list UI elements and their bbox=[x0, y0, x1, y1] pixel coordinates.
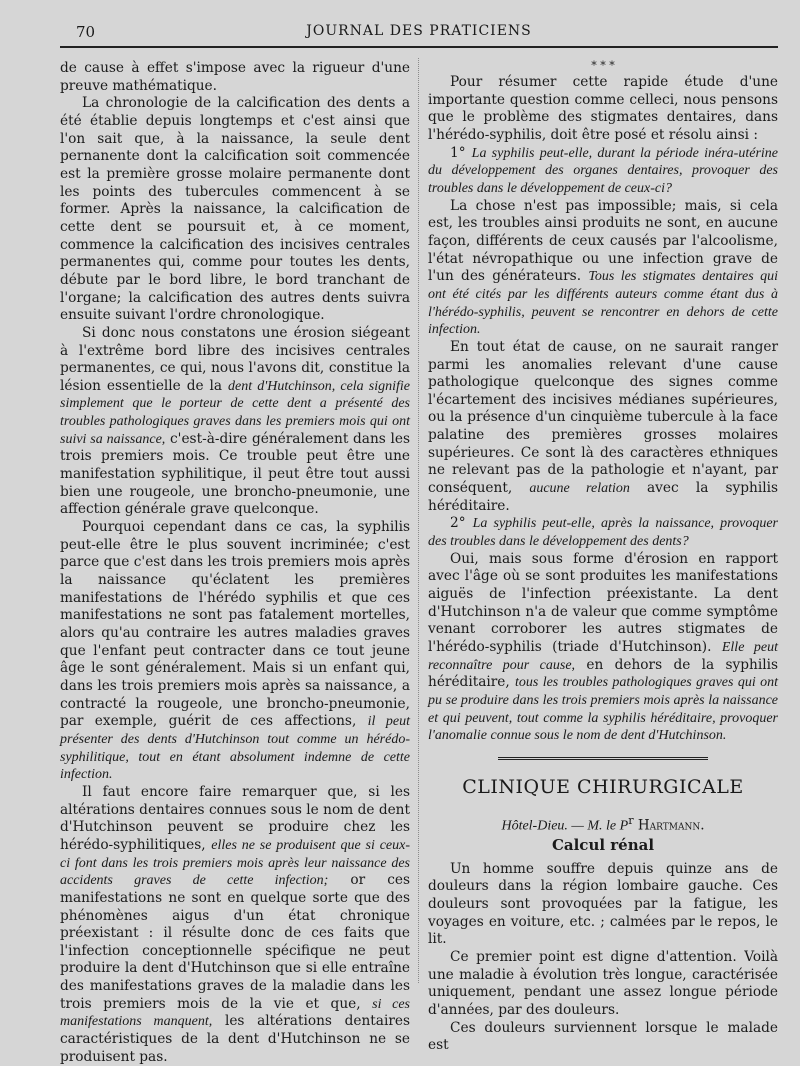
italic-run: La syphilis peut-elle, après la naissance, provoquer des troubles dans le développement des dents? bbox=[428, 516, 778, 550]
italic-run: si ces manifestations manquent, bbox=[60, 996, 411, 1030]
question-number: 2° bbox=[450, 515, 466, 532]
text-run: Il faut encore faire remarquer que, si les altérations dentaires connues sous le nom de dent d'Hutchinson peuvent se produire chez les hérédo-syphilitiques, bbox=[60, 783, 410, 853]
column-separator bbox=[418, 58, 419, 983]
right-column bbox=[428, 60, 778, 1055]
paragraph: Un homme souffre depuis quinze ans de douleurs dans la région lombaire gauche. Ces douleurs sont provoquées par la fatigue, les voyages en voiture, etc. ; calmées par le repos, le lit. bbox=[428, 860, 778, 948]
text-run: les altérations dentaires caractéristiques de la dent d'Hutchinson ne se produisent pas. bbox=[60, 1013, 411, 1065]
section-stars: * * * bbox=[591, 59, 615, 72]
italic-run: Elle peut reconnaître pour cause, bbox=[428, 640, 778, 673]
text-run: c'est-à-dire généralement dans les trois premiers mois. Ce trouble peut être une manifestation syphilitique, il peut être tout aussi bien une rougeole, une broncho-pneumonie, une affection générale grave quelconque. bbox=[60, 430, 410, 518]
italic-run: elles ne se produisent que si ceux-ci font dans les trois premiers mois après leur naissance des accidents graves de cette infection; bbox=[60, 837, 410, 889]
page-header bbox=[60, 18, 778, 44]
left-column bbox=[60, 60, 410, 1066]
paragraph bbox=[60, 519, 410, 784]
superscript: r bbox=[628, 813, 634, 827]
text-run: En tout état de cause, on ne saurait ranger parmi les anomalies relevant d'une cause pathologique quelconque des signes comme l'écartement des incisives médianes supérieures, ou la présence d'un cinquième tubercule à la face palatine des premières grosses molaires supérieures. Ce sont là des caractères ethniques ne relevant pas de la pathologie et n'ayant, par conséquent, bbox=[428, 338, 778, 497]
text-run: Pourquoi cependant dans ce cas, la syphilis peut-elle être le plus souvent incriminée; c'est parce que c'est dans les trois premiers mois après la naissance qu'éclatent les premières manifestations de l'hérédo syphilis et que ces manifestations ne sont pas fatalement mortelles, alors qu'au contraire les autres maladies graves que l'enfant peut contracter dans ce tout jeune âge le sont généralement. Mais si un enfant qui, dans les trois premiers mois après sa naissance, a contracté la rougeole, une broncho-pneumonie, par exemple, guérit de ces affections, bbox=[60, 519, 410, 730]
paragraph bbox=[428, 551, 778, 745]
paragraph bbox=[60, 784, 410, 1066]
hospital-line bbox=[428, 812, 778, 835]
italic-run: tous les troubles pathologiques graves qui ont pu se produire dans les trois premiers mois après la naissance et qui peuvent, tout comme la syphilis héréditaire, provoquer l'anomalie connue sous le nom de dent d'Hutchinson. bbox=[428, 675, 778, 744]
italic-run: il peut présenter des dents d'Hutchinson tout comme un hérédo-syphilitique, tout en étant absolument indemne de cette infection. bbox=[60, 714, 410, 783]
question-2 bbox=[428, 515, 778, 550]
doctor-name: Hartmann. bbox=[637, 817, 705, 834]
section-title: CLINIQUE CHIRURGICALE bbox=[462, 775, 744, 798]
paragraph bbox=[428, 339, 778, 516]
question-1 bbox=[428, 145, 778, 198]
paragraph bbox=[60, 325, 410, 519]
case-title: Calcul rénal bbox=[551, 836, 655, 855]
header-rule bbox=[60, 46, 778, 48]
page-number: 70 bbox=[76, 23, 96, 41]
italic-run: aucune relation bbox=[529, 481, 630, 497]
paragraph: Ce premier point est digne d'attention. Voilà une maladie à évolution très longue, caractérisée uniquement, pendant une assez longue période d'années, par des douleurs. bbox=[428, 949, 778, 1018]
paragraph bbox=[428, 198, 778, 339]
journal-title: JOURNAL DES PRATICIENS bbox=[306, 23, 532, 39]
paragraph: de cause à effet s'impose avec la rigueur d'une preuve mathématique. bbox=[60, 60, 410, 94]
paragraph: La chronologie de la calcification des dents a été établie depuis longtemps et c'est ainsi que l'on sait que, à la naissance, la seule dent pernanente dont la calcification soit commencée est la première grosse molaire permanente dont les points des tubercules commencent à se former. Après la naissance, la calcification de cette dent se poursuit et, à ce moment, commence la calcification des incisives centrales permanentes qui, comme pour toutes les dents, débute par le bord libre, le bord tranchant de l'organe; la calcification des autres dents suivra ensuite suivant l'ordre chronologique. bbox=[60, 95, 410, 324]
paragraph: Ces douleurs surviennent lorsque le malade est bbox=[428, 1019, 778, 1054]
hospital-name: Hôtel-Dieu. — M. le P bbox=[501, 818, 629, 834]
italic-run: dent d'Hutchinson, cela signifie simplement que le porteur de cette dent a présenté des troubles pathologiques graves dans les premiers mois qui ont suivi sa naissance, bbox=[60, 378, 410, 447]
question-number: 1° bbox=[450, 144, 466, 161]
italic-run: Tous les stigmates dentaires qui ont été cités par les différents auteurs comme étant dus à l'hérédo-syphilis, peuvent se rencontrer en dehors de cette infection. bbox=[428, 269, 778, 338]
italic-run: La syphilis peut-elle, durant la période inéra-utérine du développement des organes dentaires, provoquer des troubles dans le développement de ceux-ci? bbox=[428, 145, 778, 196]
text-run: La chose n'est pas impossible; mais, si cela est, les troubles ainsi produits ne sont, en aucune façon, différents de ceux causés par l'alcoolisme, l'état névropathique ou une infection grave de l'un des générateurs. bbox=[428, 197, 778, 285]
section-rule bbox=[498, 757, 708, 760]
text-run: Si donc nous constatons une érosion siégeant à l'extrême bord libre des incisives centrales permanentes, ce qui, nous l'avons dit, constitue la lésion essentielle de la bbox=[60, 324, 410, 394]
text-run: or ces manifestations ne sont en quelque sorte que des phénomènes aigus d'un état chronique préexistant : il résulte donc de ces faits que l'infection conceptionnelle spécifique ne peut produire la dent d'Hutchinson que si elle entraîne des manifestations graves de la maladie dans les trois premiers mois de la vie et que, bbox=[60, 872, 410, 1012]
paragraph: Pour résumer cette rapide étude d'une importante question comme celleci, nous pensons que le problème des stigmates dentaires, dans l'hérédo-syphilis, doit être posé et résolu ainsi : bbox=[428, 74, 778, 143]
text-run: Oui, mais sous forme d'érosion en rapport avec l'âge où se sont produites les manifestations aiguës de l'infection préexistante. La dent d'Hutchinson n'a de valeur que comme symptôme venant corroborer les autres stigmates de l'hérédo-syphilis (triade d'Hutchinson). bbox=[428, 550, 778, 655]
text-run: avec la syphilis héréditaire. bbox=[428, 480, 778, 514]
text-run: en dehors de la syphilis héréditaire, bbox=[428, 656, 778, 691]
